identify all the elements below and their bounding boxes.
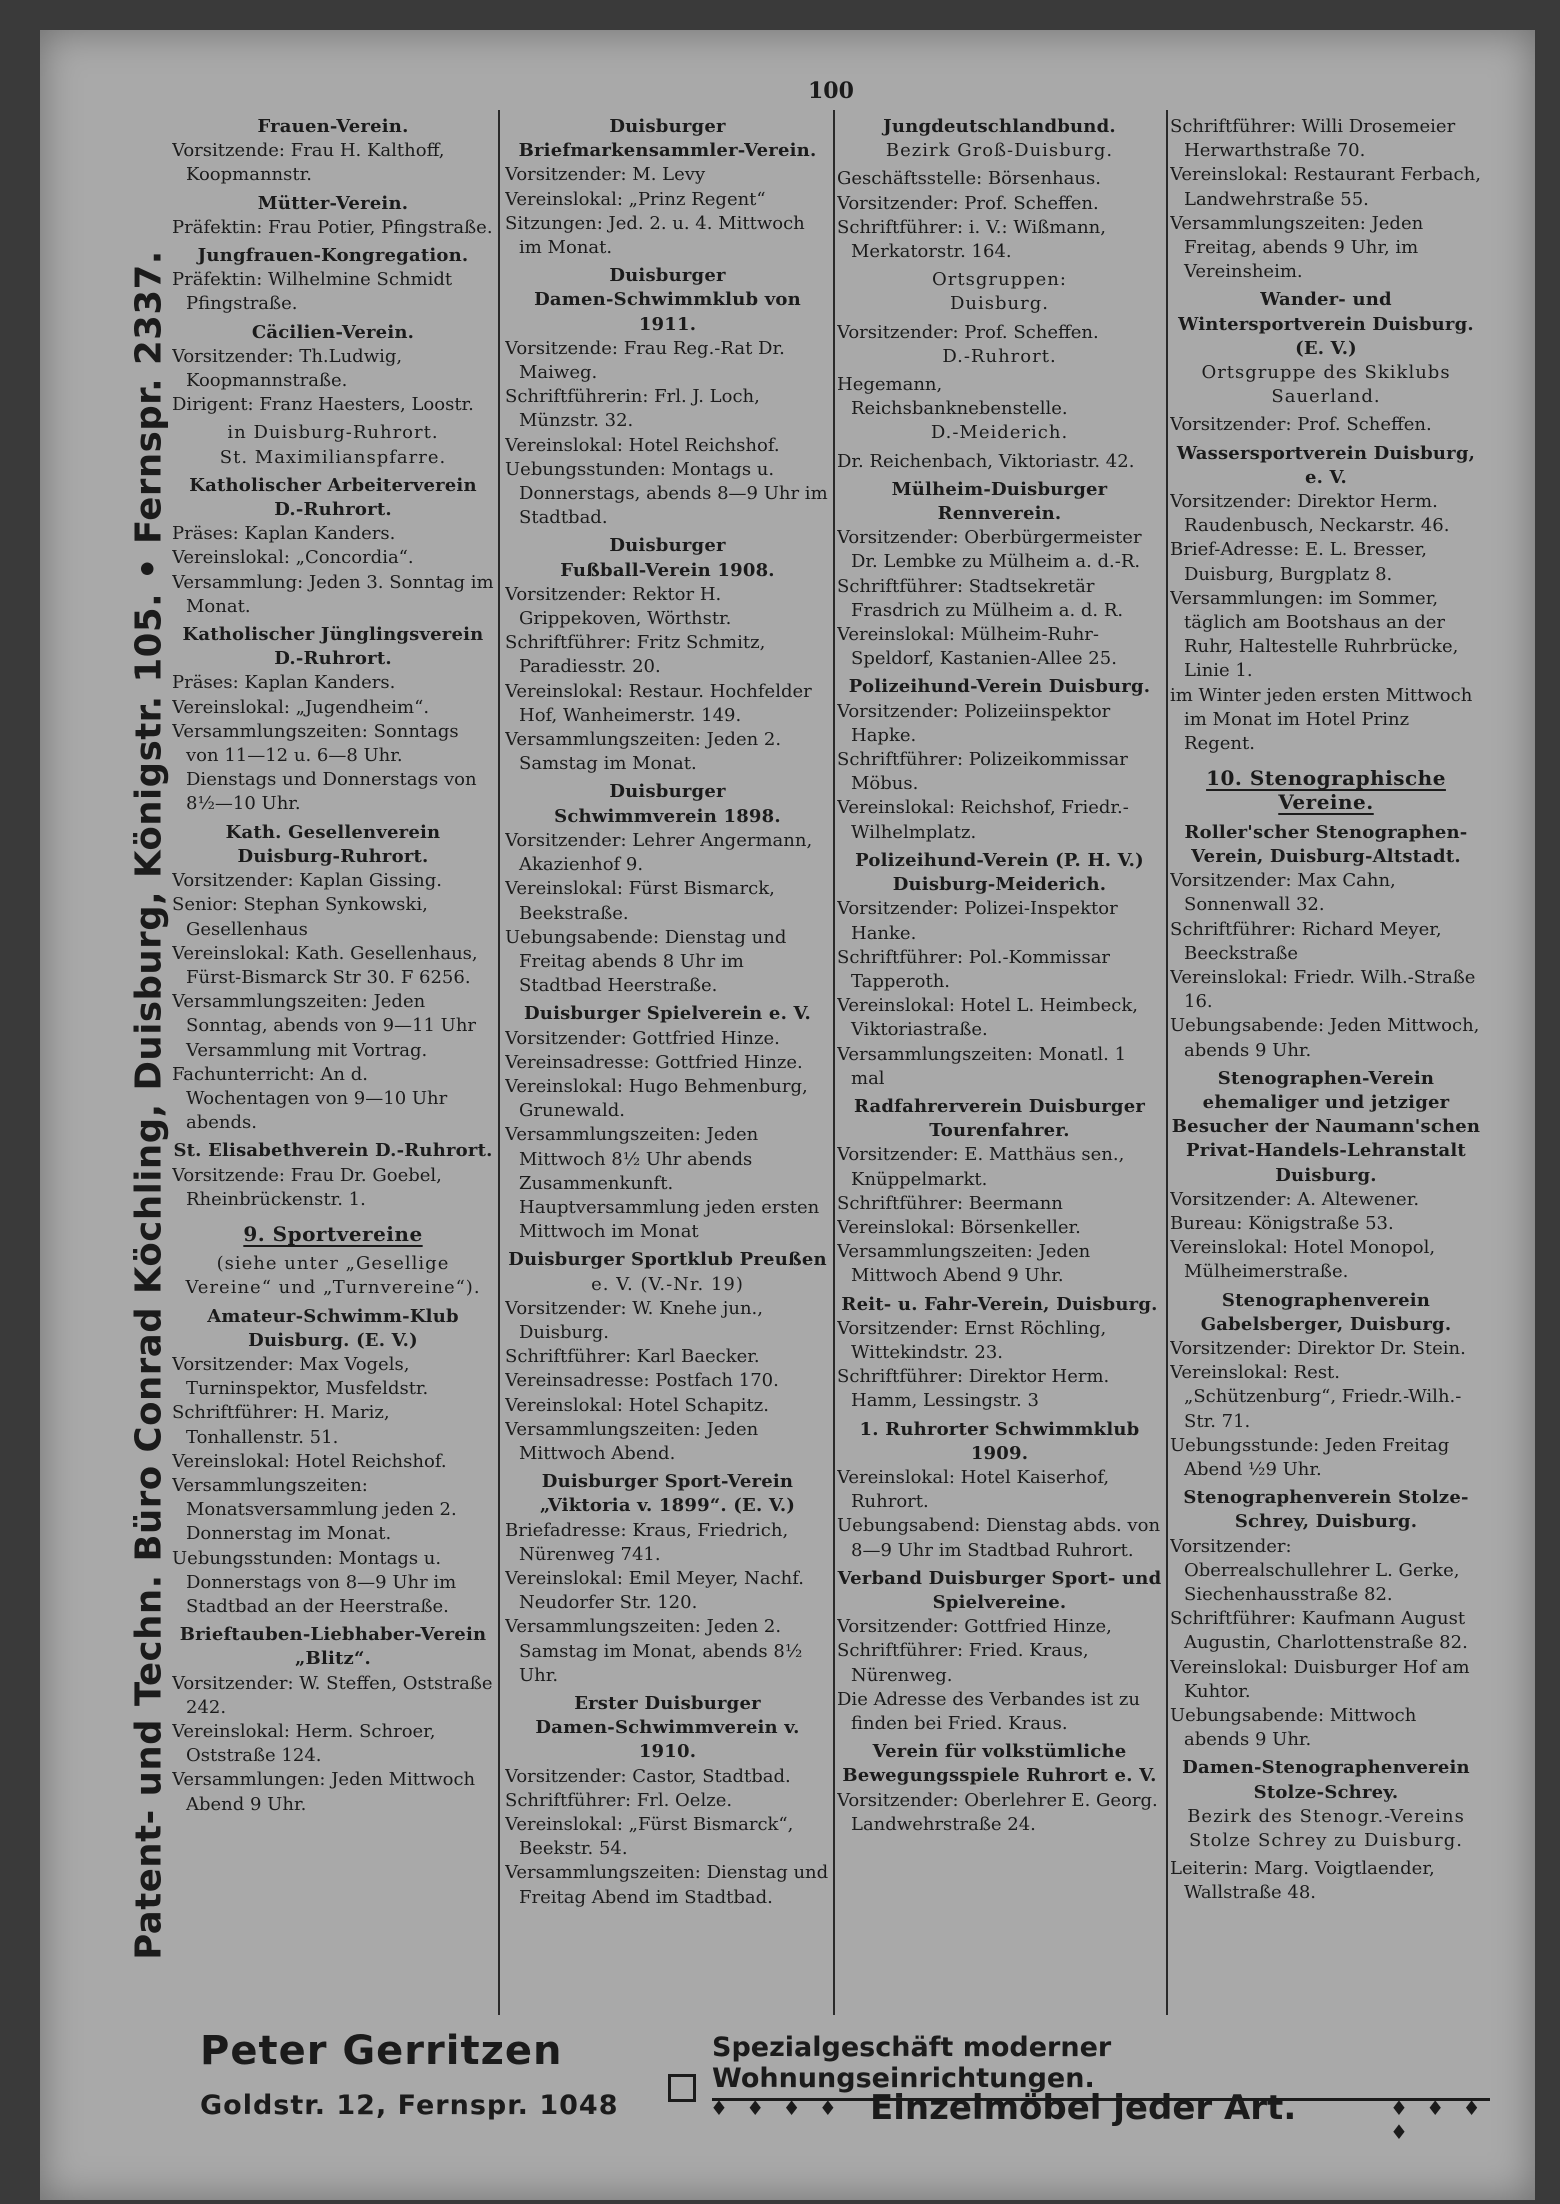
- entry-line: Vorsitzender: Prof. Scheffen.: [837, 321, 1099, 343]
- entry-title: Radfahrerverein Duisburger Tourenfahrer.: [853, 1095, 1146, 1142]
- entry-line: Vorsitzender: Polizei-Inspektor Hanke.: [837, 898, 1118, 944]
- entry-line: Vorsitzender: Prof. Scheffen.: [1170, 414, 1432, 436]
- ad-diamond-ornament: ♦ ♦ ♦ ♦: [1390, 2096, 1487, 2144]
- entry-line: Versammlungszeiten: Monatsversammlung jeden 2. Donnerstag im Monat.: [172, 1474, 457, 1545]
- entry-line: Versammlungszeiten: Jeden Sonntag, abends von 9—11 Uhr Versammlung mit Vortrag.: [172, 991, 477, 1061]
- entry-line: Präses: Kaplan Kanders.: [172, 523, 396, 545]
- ad-address: Goldstr. 12, Fernspr. 1048: [200, 2090, 619, 2121]
- ad-company-name: Peter Gerritzen: [200, 2028, 563, 2074]
- entry-line: Vereinslokal: Hotel Reichshof.: [172, 1450, 447, 1472]
- entry-centered-line: Bezirk Groß-Duisburg.: [885, 140, 1114, 162]
- directory-entry: [1170, 766, 1482, 814]
- entry-line: Uebungsabende: Mittwoch abends 9 Uhr.: [1170, 1705, 1417, 1751]
- entry-line: Schriftführer: i. V.: Wißmann, Merkatorstr. 164.: [837, 216, 1106, 263]
- entry-title: Duisburger: [609, 116, 726, 137]
- section-heading-text: 10. Stenographische Vereine.: [1206, 766, 1446, 815]
- entry-title: Damen-Schwimmverein v. 1910.: [535, 1717, 800, 1763]
- entry-line: Versammlungszeiten: Sonntags von 11—12 u. 6—8 Uhr. Dienstags und Donnerstags von 8½—10 Uhr.: [172, 720, 477, 815]
- directory-entry: [837, 450, 1162, 474]
- entry-line: Bureau: Königstraße 53.: [1170, 1212, 1394, 1234]
- entry-line: Vorsitzende: Frau Reg.-Rat Dr. Maiweg.: [505, 337, 785, 384]
- entry-line: Vorsitzender: Ernst Röchling, Wittekindstr. 23.: [837, 1317, 1107, 1363]
- entry-line: Schriftführer: Fried. Kraus, Nürenweg.: [837, 1640, 1089, 1686]
- entry-title: Briefmarkensammler-Verein.: [518, 140, 817, 162]
- entry-line: Schriftführer: H. Mariz, Tonhallenstr. 51.: [172, 1402, 390, 1448]
- entry-title: Mütter-Verein.: [257, 192, 409, 214]
- entry-title: Stenographenverein Gabelsberger, Duisburg.: [1200, 1289, 1452, 1335]
- entry-line: Vereinslokal: Kath. Gesellenhaus, Fürst-Bismarck Str 30. F 6256.: [172, 942, 478, 988]
- entry-line: Schriftführer: Polizeikommissar Möbus.: [837, 749, 1128, 795]
- entry-title: Frauen-Verein.: [257, 116, 409, 137]
- entry-line: Vereinslokal: „Fürst Bismarck“, Beekstr. 54.: [505, 1814, 794, 1860]
- entry-line: Schriftführer: Karl Baecker.: [505, 1346, 760, 1368]
- entry-centered-line: D.-Meiderich.: [930, 422, 1069, 444]
- entry-line: Vorsitzender: Prof. Scheffen.: [837, 192, 1099, 214]
- directory-entry: [172, 821, 494, 1136]
- entry-line: Präses: Kaplan Kanders.: [172, 672, 396, 694]
- directory-entry: [172, 1222, 494, 1301]
- entry-title: Amateur-Schwimm-Klub Duisburg. (E. V.): [207, 1305, 459, 1351]
- entry-centered-line: Ortsgruppe des Skiklubs Sauerland.: [1201, 362, 1451, 408]
- directory-entry: [837, 1567, 1162, 1736]
- directory-entry: [172, 474, 494, 619]
- entry-title: Polizeihund-Verein Duisburg.: [848, 676, 1151, 698]
- entry-line: Geschäftsstelle: Börsenhaus.: [837, 168, 1101, 190]
- directory-entry: [172, 623, 494, 817]
- directory-entry: [837, 1293, 1162, 1414]
- entry-line: Präfektin: Wilhelmine Schmidt Pfingstraße.: [172, 269, 453, 315]
- directory-entry: [1170, 115, 1482, 284]
- entry-line: Vereinslokal: „Jugendheim“.: [172, 696, 430, 718]
- column-divider: [1166, 110, 1168, 2015]
- directory-entry: [172, 192, 494, 240]
- entry-title: Duisburger Sport-Verein „Viktoria v. 1899“. (E. V.): [539, 1471, 796, 1517]
- directory-entry: [1170, 288, 1482, 409]
- entry-line: Vorsitzender: M. Levy: [505, 164, 706, 186]
- entry-line: Schriftführer: Richard Meyer, Beeckstraße: [1170, 918, 1442, 964]
- entry-line: Vereinslokal: Restaurant Ferbach, Landwehrstraße 55.: [1170, 164, 1481, 210]
- entry-centered-line: (siehe unter „Gesellige Vereine“ und „Turnvereine“).: [185, 1253, 481, 1299]
- section-heading-text: 9. Sportvereine: [243, 1221, 423, 1246]
- entry-title: 1. Ruhrorter Schwimmklub 1909.: [859, 1418, 1140, 1464]
- entry-line: Vorsitzender: Oberrealschullehrer L. Gerke, Siechenhausstraße 82.: [1170, 1535, 1460, 1605]
- entry-line: Vereinslokal: Hugo Behmenburg, Grunewald.: [505, 1075, 808, 1122]
- entry-line: Versammlungszeiten: Jeden Mittwoch Abend.: [505, 1418, 759, 1464]
- column-3: [837, 115, 1162, 2010]
- entry-line: Vorsitzender: Kaplan Gissing.: [172, 870, 443, 892]
- directory-entry: [172, 1623, 494, 1817]
- entry-line: Versammlungszeiten: Jeden Freitag, abends 9 Uhr, im Vereinsheim.: [1170, 212, 1424, 283]
- entry-line: Uebungsstunde: Jeden Freitag Abend ½9 Uhr.: [1170, 1434, 1450, 1480]
- entry-title: Polizeihund-Verein (P. H. V.) Duisburg-Meiderich.: [855, 849, 1144, 896]
- directory-entry: [505, 1470, 830, 1688]
- entry-line: Vorsitzender: Rektor H. Grippekoven, Wörthstr.: [505, 583, 732, 630]
- entry-title: Erster Duisburger: [574, 1693, 761, 1714]
- entry-line: Präfektin: Frau Potier, Pfingstraße.: [172, 216, 493, 238]
- directory-entry: [505, 115, 830, 260]
- page-number: 100: [808, 78, 854, 104]
- directory-entry: [837, 373, 1162, 446]
- entry-title: Duisburger Sportklub Preußen: [508, 1249, 827, 1271]
- entry-line: Schriftführerin: Frl. J. Loch, Münzstr. 32.: [505, 386, 760, 432]
- directory-entry: [1170, 1857, 1482, 1905]
- entry-title: Cäcilien-Verein.: [251, 321, 415, 343]
- entry-line: Vorsitzender: Max Vogels, Turninspektor, Musfeldstr.: [172, 1353, 429, 1400]
- entry-line: Sitzungen: Jed. 2. u. 4. Mittwoch im Monat.: [505, 212, 805, 259]
- directory-entry: [837, 849, 1162, 1091]
- directory-entry: [172, 421, 494, 469]
- entry-line: Brief-Adresse: E. L. Bresser, Duisburg, Burgplatz 8.: [1170, 539, 1427, 585]
- directory-entry: [172, 244, 494, 317]
- directory-entry: [837, 167, 1162, 264]
- bottom-advertisement: [190, 2022, 1490, 2142]
- column-4: [1170, 115, 1482, 2010]
- entry-line: Vorsitzender: E. Matthäus sen., Knüppelmarkt.: [837, 1144, 1125, 1190]
- entry-line: Vorsitzender: Gottfried Hinze,: [837, 1616, 1112, 1638]
- entry-title: Duisburger: [609, 535, 726, 557]
- entry-line: Uebungsabende: Dienstag und Freitag abends 8 Uhr im Stadtbad Heerstraße.: [505, 926, 787, 997]
- entry-line: Versammlungszeiten: Monatl. 1 mal: [837, 1043, 1127, 1089]
- entry-line: Leiterin: Marg. Voigtlaender, Wallstraße 48.: [1170, 1858, 1435, 1904]
- entry-line: Versammlungszeiten: Jeden Mittwoch 8½ Uhr abends Zusammenkunft. Hauptversammlung jeden ersten Mittwoch im Monat: [505, 1124, 820, 1243]
- entry-centered-line: Bezirk des Stenogr.-Vereins Stolze Schrey zu Duisburg.: [1187, 1805, 1465, 1852]
- directory-entry: [1170, 1289, 1482, 1483]
- entry-line: Vereinslokal: Mülheim-Ruhr-Speldorf, Kastanien-Allee 25.: [837, 624, 1117, 670]
- entry-centered-line: in Duisburg-Ruhrort.: [227, 422, 439, 444]
- entry-title: Duisburger: [609, 265, 726, 287]
- side-advertisement: [122, 120, 176, 2090]
- entry-line: Schriftführer: Willi Drosemeier Herwarthstraße 70.: [1170, 116, 1456, 162]
- entry-title: Wassersportverein Duisburg, e. V.: [1176, 442, 1476, 488]
- entry-line: Vereinslokal: Rest. „Schützenburg“, Friedr.-Wilh.-Str. 71.: [1170, 1362, 1462, 1432]
- directory-entry: [837, 675, 1162, 844]
- entry-line: Schriftführer: Stadtsekretär Frasdrich zu Mülheim a. d. R.: [837, 575, 1124, 621]
- entry-line: Vereinsadresse: Postfach 170.: [505, 1370, 779, 1392]
- directory-entry: [1170, 1486, 1482, 1752]
- entry-title: Stenographenverein Stolze-Schrey, Duisburg.: [1183, 1487, 1469, 1533]
- entry-line: Vereinslokal: Hotel L. Heimbeck, Viktoriastraße.: [837, 995, 1138, 1041]
- entry-line: Schriftführer: Pol.-Kommissar Tapperoth.: [837, 946, 1111, 992]
- entry-title: Mülheim-Duisburger: [891, 478, 1108, 500]
- entry-line: Vereinslokal: Hotel Schapitz.: [505, 1394, 769, 1416]
- entry-line: Vorsitzender: Polizeiinspektor Hapke.: [837, 700, 1111, 746]
- section-heading: [1170, 766, 1482, 814]
- directory-entry: [837, 1740, 1162, 1837]
- entry-line: Vereinsadresse: Gottfried Hinze.: [505, 1051, 803, 1073]
- entry-line: Vereinslokal: Hotel Reichshof.: [505, 434, 780, 456]
- directory-entry: [837, 115, 1162, 163]
- entry-line: Vereinslokal: Fürst Bismarck, Beekstraße.: [505, 878, 775, 924]
- column-divider: [833, 110, 835, 2015]
- entry-title: Wander- und Wintersportverein Duisburg. (E. V.): [1178, 289, 1474, 359]
- entry-line: Senior: Stephan Synkowski, Gesellenhaus: [172, 894, 428, 940]
- entry-line: Dr. Reichenbach, Viktoriastr. 42.: [837, 450, 1135, 472]
- entry-line: Hegemann, Reichsbanknebenstelle.: [837, 374, 1068, 420]
- entry-line: Vereinslokal: „Prinz Regent“: [505, 188, 766, 210]
- entry-line: Fachunterricht: An d. Wochentagen von 9—10 Uhr abends.: [172, 1063, 448, 1134]
- entry-line: Schriftführer: Kaufmann August Augustin, Charlottenstraße 82.: [1170, 1608, 1468, 1654]
- entry-title: Duisburger: [609, 781, 726, 803]
- entry-title: Damen-Stenographenverein Stolze-Schrey.: [1182, 1757, 1470, 1803]
- entry-title: Schwimmverein 1898.: [554, 805, 781, 827]
- entry-title: Jungfrauen-Kongregation.: [197, 245, 469, 267]
- side-advertisement-text: Patent- und Techn. Büro Conrad Köchling, Duisburg, Königstr. 105. • Fernspr. 2337.: [128, 250, 170, 1960]
- entry-line: Schriftführer: Fritz Schmitz, Paradiesstr. 20.: [505, 632, 766, 678]
- entry-line: Vorsitzender: Direktor Herm. Raudenbusch, Neckarstr. 46.: [1170, 491, 1450, 537]
- entry-line: Vorsitzender: Gottfried Hinze.: [505, 1027, 780, 1049]
- entry-line: Vorsitzende: Frau Dr. Goebel, Rheinbrückenstr. 1.: [172, 1164, 442, 1210]
- entry-title: Verband Duisburger Sport- und Spielvereine.: [837, 1567, 1162, 1613]
- column-1: [172, 115, 494, 2010]
- directory-entry: [1170, 1067, 1482, 1285]
- entry-line: Vereinslokal: „Concordia“.: [172, 547, 414, 569]
- entry-title: Rennverein.: [937, 503, 1062, 525]
- entry-line: Vereinslokal: Herm. Schroer, Oststraße 124.: [172, 1721, 436, 1767]
- entry-line: Uebungsstunden: Montags u. Donnerstags, abends 8—9 Uhr im Stadtbad.: [505, 458, 828, 529]
- entry-title: Jungdeutschlandbund.: [883, 116, 1116, 137]
- entry-title: Duisburger Spielverein e. V.: [523, 1003, 812, 1025]
- entry-line: Vorsitzender: Direktor Dr. Stein.: [1170, 1337, 1466, 1359]
- entry-line: Uebungsabende: Jeden Mittwoch, abends 9 Uhr.: [1170, 1015, 1480, 1061]
- directory-entry: [505, 1002, 830, 1244]
- entry-line: Vereinslokal: Duisburger Hof am Kuhtor.: [1170, 1656, 1470, 1702]
- entry-line: Versammlung: Jeden 3. Sonntag im Monat.: [172, 571, 494, 617]
- entry-title: Katholischer Jünglingsverein D.-Ruhrort.: [182, 624, 484, 670]
- directory-entry: [505, 264, 830, 530]
- entry-title: Kath. Gesellenverein Duisburg-Ruhrort.: [225, 821, 441, 867]
- directory-entry: [172, 1139, 494, 1212]
- entry-line: Vorsitzender: A. Altewener.: [1170, 1188, 1420, 1210]
- entry-line: Versammlungszeiten: Jeden Mittwoch Abend 9 Uhr.: [837, 1241, 1091, 1287]
- entry-line: Schriftführer: Beermann: [837, 1192, 1063, 1214]
- ad-diamond-ornament: ♦ ♦ ♦ ♦: [710, 2096, 843, 2120]
- entry-title: Fußball-Verein 1908.: [560, 559, 775, 581]
- directory-entry: [172, 115, 494, 188]
- column-2: [505, 115, 830, 2010]
- entry-line: Versammlungen: im Sommer, täglich am Bootshaus an der Ruhr, Haltestelle Ruhrbrücke, Linie 1.: [1170, 587, 1459, 682]
- entry-line: Die Adresse des Verbandes ist zu finden bei Fried. Kraus.: [837, 1688, 1140, 1734]
- directory-entry: [505, 1248, 830, 1466]
- directory-entry: [837, 478, 1162, 672]
- entry-centered-line: St. Maximilianspfarre.: [219, 446, 447, 468]
- directory-entry: [172, 1305, 494, 1620]
- entry-line: Uebungsabend: Dienstag abds. von 8—9 Uhr im Stadtbad Ruhrort.: [837, 1515, 1161, 1561]
- entry-title: Reit- u. Fahr-Verein, Duisburg.: [841, 1293, 1158, 1315]
- column-divider: [498, 110, 500, 2015]
- entry-line: Versammlungen: Jeden Mittwoch Abend 9 Uhr.: [172, 1769, 476, 1815]
- entry-line: Uebungsstunden: Montags u. Donnerstags von 8—9 Uhr im Stadtbad an der Heerstraße.: [172, 1547, 457, 1617]
- entry-line: Vorsitzender: Oberlehrer E. Georg. Landwehrstraße 24.: [837, 1789, 1158, 1835]
- entry-line: Vorsitzender: Th.Ludwig, Koopmannstraße.: [172, 345, 403, 392]
- entry-line: Versammlungszeiten: Dienstag und Freitag Abend im Stadtbad.: [505, 1862, 829, 1908]
- entry-centered-line: Ortsgruppen:: [932, 269, 1067, 291]
- entry-line: Vorsitzender: Castor, Stadtbad.: [505, 1765, 791, 1787]
- entry-centered-line: Duisburg.: [950, 293, 1049, 315]
- directory-entry: [505, 1692, 830, 1910]
- section-heading: [172, 1222, 494, 1246]
- entry-line: Vereinslokal: Hotel Monopol, Mülheimerstraße.: [1170, 1237, 1436, 1283]
- entry-title: Damen-Schwimmklub von 1911.: [534, 289, 801, 335]
- entry-line: Vorsitzende: Frau H. Kalthoff, Koopmannstr.: [172, 140, 445, 186]
- entry-line: Schriftführer: Direktor Herm. Hamm, Lessingstr. 3: [837, 1366, 1110, 1412]
- ad-furniture-text: Einzelmöbel jeder Art.: [870, 2088, 1297, 2128]
- entry-centered-line: D.-Ruhrort.: [942, 345, 1057, 367]
- entry-line: Vorsitzender: Max Cahn, Sonnenwall 32.: [1170, 870, 1396, 916]
- entry-line: Vorsitzender: Oberbürgermeister Dr. Lembke zu Mülheim a. d.-R.: [837, 527, 1142, 573]
- entry-title: Roller'scher Stenographen-Verein, Duisburg-Altstadt.: [1184, 821, 1468, 867]
- entry-title: Verein für volkstümliche Bewegungsspiele Ruhrort e. V.: [842, 1741, 1157, 1787]
- entry-line: Vorsitzender: Lehrer Angermann, Akazienhof 9.: [505, 829, 813, 876]
- entry-line: Vorsitzender: W. Steffen, Oststraße 242.: [172, 1672, 493, 1718]
- entry-line: Briefadresse: Kraus, Friedrich, Nürenweg 741.: [505, 1519, 789, 1565]
- entry-title: Katholischer Arbeiterverein D.-Ruhrort.: [189, 474, 477, 521]
- entry-line: Versammlungszeiten: Jeden 2. Samstag im Monat, abends 8½ Uhr.: [505, 1616, 803, 1686]
- directory-entry: [172, 321, 494, 418]
- entry-line: Vereinslokal: Börsenkeller.: [837, 1216, 1081, 1238]
- entry-line: im Winter jeden ersten Mittwoch im Monat im Hotel Prinz Regent.: [1170, 684, 1473, 755]
- entry-line: Vereinslokal: Emil Meyer, Nachf. Neudorfer Str. 120.: [505, 1567, 804, 1614]
- directory-entry: [837, 1095, 1162, 1289]
- entry-title: Brieftauben-Liebhaber-Verein „Blitz“.: [179, 1624, 487, 1670]
- entry-line: Vereinslokal: Friedr. Wilh.-Straße 16.: [1170, 966, 1476, 1013]
- directory-entry: [837, 268, 1162, 316]
- directory-entry: [1170, 442, 1482, 757]
- entry-line: Vereinslokal: Hotel Kaiserhof, Ruhrort.: [837, 1466, 1110, 1513]
- directory-entry: [505, 780, 830, 998]
- entry-line: Vorsitzender: W. Knehe jun., Duisburg.: [505, 1297, 763, 1343]
- entry-line: Vereinslokal: Restaur. Hochfelder Hof, Wanheimerstr. 149.: [505, 680, 812, 726]
- directory-entry: [1170, 821, 1482, 1063]
- directory-entry: [1170, 1756, 1482, 1853]
- entry-line: Vereinslokal: Reichshof, Friedr.-Wilhelmplatz.: [837, 797, 1129, 843]
- directory-entry: [837, 1418, 1162, 1563]
- ad-square-ornament: [668, 2074, 696, 2102]
- entry-subtitle: e. V. (V.-Nr. 19): [591, 1273, 744, 1295]
- entry-title: Stenographen-Verein ehemaliger und jetziger Besucher der Naumann'schen Privat-Handels-Lehranstalt Duisburg.: [1171, 1067, 1481, 1186]
- entry-title: St. Elisabethverein D.-Ruhrort.: [173, 1140, 493, 1162]
- ad-specialty: Spezialgeschäft moderner Wohnungseinrichtungen.: [712, 2032, 1490, 2101]
- directory-entry: [837, 321, 1162, 369]
- entry-line: Dirigent: Franz Haesters, Loostr.: [172, 394, 474, 416]
- entry-line: Schriftführer: Frl. Oelze.: [505, 1789, 733, 1811]
- entry-line: Versammlungszeiten: Jeden 2. Samstag im Monat.: [505, 729, 782, 775]
- directory-entry: [1170, 413, 1482, 437]
- directory-entry: [505, 534, 830, 776]
